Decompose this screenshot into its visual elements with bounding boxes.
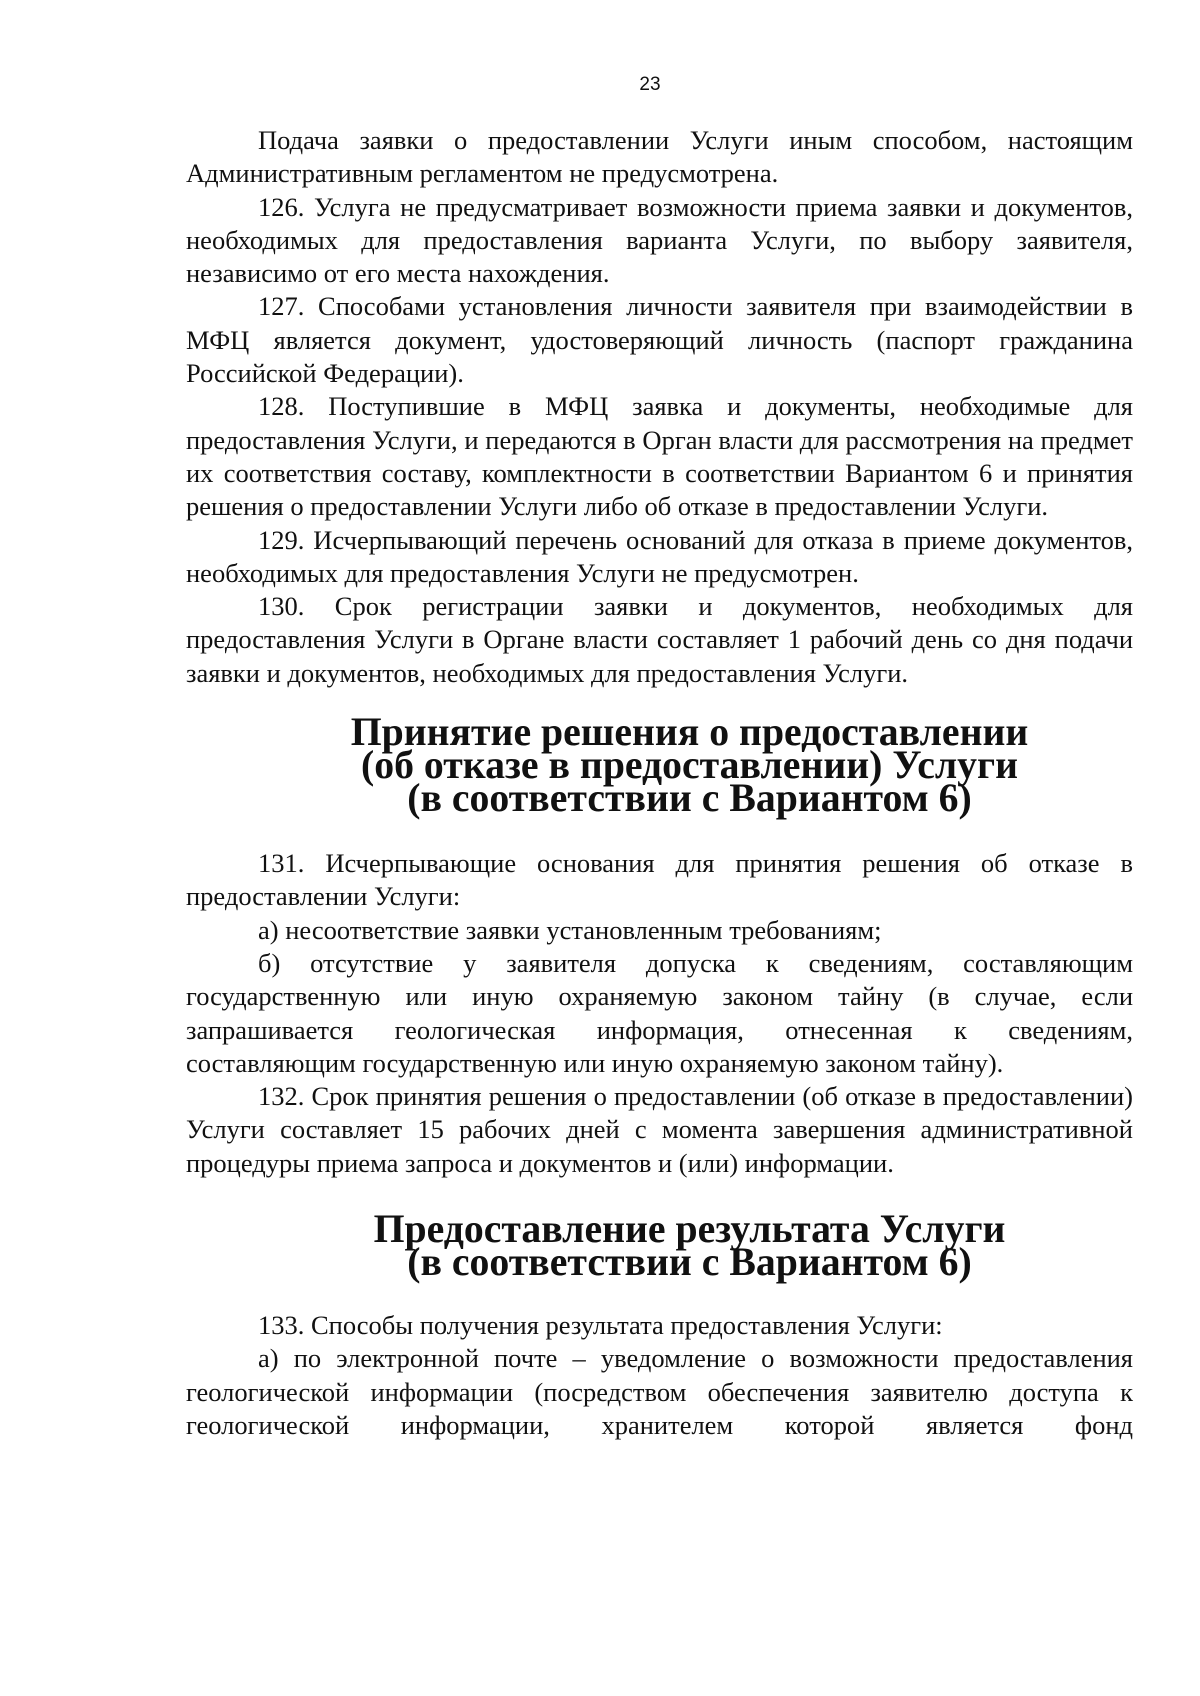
heading-line: Предоставление результата Услуги (373, 1207, 1006, 1252)
paragraph-131-a: а) несоответствие заявки установленным требованиям; (258, 914, 882, 945)
document-body (186, 124, 1133, 1442)
section-heading-result (186, 1207, 1133, 1285)
page-number: 23 (639, 74, 661, 95)
section-2 (186, 847, 1133, 1180)
section-3 (186, 1309, 1133, 1442)
paragraph-129: 129. Исчерпывающий перечень оснований для отказа в приеме документов, необходимых для предоставления Услуги не предусмотрен. (186, 524, 1133, 588)
heading-line: (в соответствии с Вариантом 6) (407, 776, 972, 821)
paragraph-130: 130. Срок регистрации заявки и документов, необходимых для предоставления Услуги в Органе власти составляет 1 рабочий день со дня подачи заявки и документов, необходимых для предоставления Услуги. (186, 591, 1133, 688)
paragraph-131-b: б) отсутствие у заявителя допуска к сведениям, составляющим государственную или иную охраняемую законом тайну (в случае, если запрашивается геологическая информация, отнесенная к сведениям, составляющим государственную или иную охраняемую законом тайну). (186, 947, 1133, 1078)
heading-line: (в соответствии с Вариантом 6) (407, 1240, 972, 1285)
section-heading-decision (186, 710, 1133, 821)
paragraph-128: 128. Поступившие в МФЦ заявка и документы, необходимые для предоставления Услуги, и передаются в Орган власти для рассмотрения на предмет их соответствия составу, комплектности в соответствии Вариантом 6 и принятия решения о предоставлении Услуги либо об отказе в предоставлении Услуги. (186, 391, 1133, 522)
paragraph-126: 126. Услуга не предусматривает возможности приема заявки и документов, необходимых для предоставления варианта Услуги, по выбору заявителя, независимо от его места нахождения. (186, 191, 1133, 289)
section-1 (186, 124, 1133, 690)
paragraph-133-a: а) по электронной почте – уведомление о возможности предоставления геологической информации (посредством обеспечения заявителю доступа к геологической информации, хранителем которой является фонд (186, 1343, 1133, 1440)
heading-line: (об отказе в предоставлении) Услуги (360, 743, 1018, 788)
paragraph-131: 131. Исчерпывающие основания для принятия решения об отказе в предоставлении Услуги: (186, 848, 1133, 912)
heading-line: Принятие решения о предоставлении (350, 710, 1029, 755)
paragraph-132: 132. Срок принятия решения о предоставлении (об отказе в предоставлении) Услуги составляет 15 рабочих дней с момента завершения административной процедуры приема запроса и документов и (или) информации. (186, 1081, 1133, 1178)
paragraph-127: 127. Способами установления личности заявителя при взаимодействии в МФЦ является документ, удостоверяющий личность (паспорт гражданина Российской Федерации). (186, 291, 1133, 389)
paragraph-submission-other-methods: Подача заявки о предоставлении Услуги иным способом, настоящим Административным регламентом не предусмотрена. (186, 125, 1133, 189)
paragraph-133: 133. Способы получения результата предоставления Услуги: (258, 1310, 943, 1341)
